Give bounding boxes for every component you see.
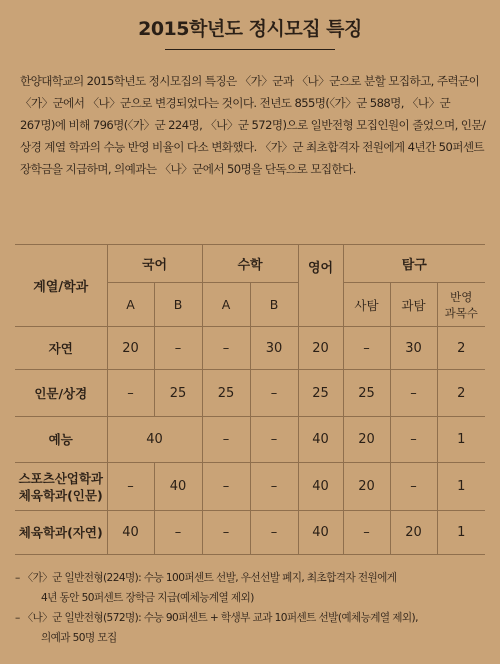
intro-paragraph: 한양대학교의 2015학년도 정시모집의 특징은 〈가〉군과 〈나〉군으로 분할 모집하고, 주력군이 〈가〉군에서 〈나〉군으로 변경되었다는 것이다. 전년도 855명(〈가〉군 588명, 〈나〉군 267명)에 비해 796명(〈가〉군 224명, 〈나〉군 572명)으로 일반전형 모집인원이 줄었으며, 인문/상경 계열 학과의 수능 반영 비율이 다소 변화했다. 〈가〉군 최초합격자 전원에게 4년간 50퍼센트 장학금을 지급하며, 의예과는 〈나〉군에서 50명을 단독으로 모집한다. <box>20 74 486 176</box>
cell-science: – <box>390 463 437 511</box>
cell-social: 20 <box>343 463 390 511</box>
cell-subject-count: 1 <box>437 417 485 463</box>
cell-math-a: – <box>202 327 250 370</box>
title-underline <box>165 49 335 50</box>
row-name: 체육학과(자연) <box>15 511 107 555</box>
subheader-math-a: A <box>202 283 250 327</box>
cell-subject-count: 2 <box>437 327 485 370</box>
subheader-science: 과탐 <box>390 283 437 327</box>
page-title: 2015학년도 정시모집 특징 <box>138 18 362 40</box>
table-row <box>15 463 485 511</box>
cell-english: 40 <box>298 417 343 463</box>
table-row <box>15 327 485 370</box>
subheader-korean-a: A <box>107 283 154 327</box>
subheader-korean-b: B <box>154 283 202 327</box>
cell-korean-b: 25 <box>154 370 202 417</box>
cell-korean-a: 40 <box>107 511 154 555</box>
cell-math-b: 30 <box>250 327 298 370</box>
cell-math-b: – <box>250 511 298 555</box>
cell-korean: 40 <box>107 417 202 463</box>
table-row <box>15 417 485 463</box>
note-2-line-2: 의예과 50명 모집 <box>41 632 117 644</box>
row-name: 예능 <box>15 417 107 463</box>
note-1-line-1: – 〈가〉군 일반전형(224명): 수능 100퍼센트 선발, 우선선발 폐지, 최초합격자 전원에게 <box>15 572 397 584</box>
cell-korean-a: – <box>107 370 154 417</box>
cell-math-a: – <box>202 463 250 511</box>
cell-korean-a: – <box>107 463 154 511</box>
cell-science: 30 <box>390 327 437 370</box>
group-english: 영어 <box>298 245 343 327</box>
cell-korean-b: 40 <box>154 463 202 511</box>
cell-english: 20 <box>298 327 343 370</box>
group-korean: 국어 <box>107 245 202 283</box>
group-inquiry: 탐구 <box>343 245 485 283</box>
cell-social: – <box>343 327 390 370</box>
footnotes <box>15 568 485 648</box>
cell-math-a: 25 <box>202 370 250 417</box>
cell-subject-count: 1 <box>437 511 485 555</box>
cell-science: – <box>390 370 437 417</box>
row-name-line1: 스포츠산업학과 <box>18 470 104 486</box>
cell-science: 20 <box>390 511 437 555</box>
cell-math-b: – <box>250 370 298 417</box>
cell-math-a: – <box>202 417 250 463</box>
row-name: 자연 <box>15 327 107 370</box>
cell-math-b: – <box>250 463 298 511</box>
cell-korean-b: – <box>154 327 202 370</box>
cell-english: 25 <box>298 370 343 417</box>
group-math: 수학 <box>202 245 298 283</box>
score-ratio-table <box>15 244 485 555</box>
table-row <box>15 370 485 417</box>
cell-science: – <box>390 417 437 463</box>
cell-subject-count: 2 <box>437 370 485 417</box>
cell-english: 40 <box>298 511 343 555</box>
cell-subject-count: 1 <box>437 463 485 511</box>
cell-korean-a: 20 <box>107 327 154 370</box>
row-name <box>15 463 107 511</box>
subheader-social: 사탐 <box>343 283 390 327</box>
note-1-line-2: 4년 동안 50퍼센트 장학금 지급(예체능계열 제외) <box>41 592 254 604</box>
cell-english: 40 <box>298 463 343 511</box>
cell-social: 25 <box>343 370 390 417</box>
row-name-line2: 체육학과(인문) <box>18 487 103 503</box>
row-name: 인문/상경 <box>15 370 107 417</box>
cell-korean-b: – <box>154 511 202 555</box>
note-2-line-1: – 〈나〉군 일반전형(572명): 수능 90퍼센트 + 학생부 교과 10퍼센트 선발(예체능계열 제외), <box>15 612 418 624</box>
cell-math-b: – <box>250 417 298 463</box>
cell-social: – <box>343 511 390 555</box>
subheader-subject-count: 반영 과목수 <box>437 283 485 327</box>
table-row <box>15 511 485 555</box>
row-header-label: 계열/학과 <box>15 245 107 327</box>
cell-math-a: – <box>202 511 250 555</box>
subheader-math-b: B <box>250 283 298 327</box>
cell-social: 20 <box>343 417 390 463</box>
